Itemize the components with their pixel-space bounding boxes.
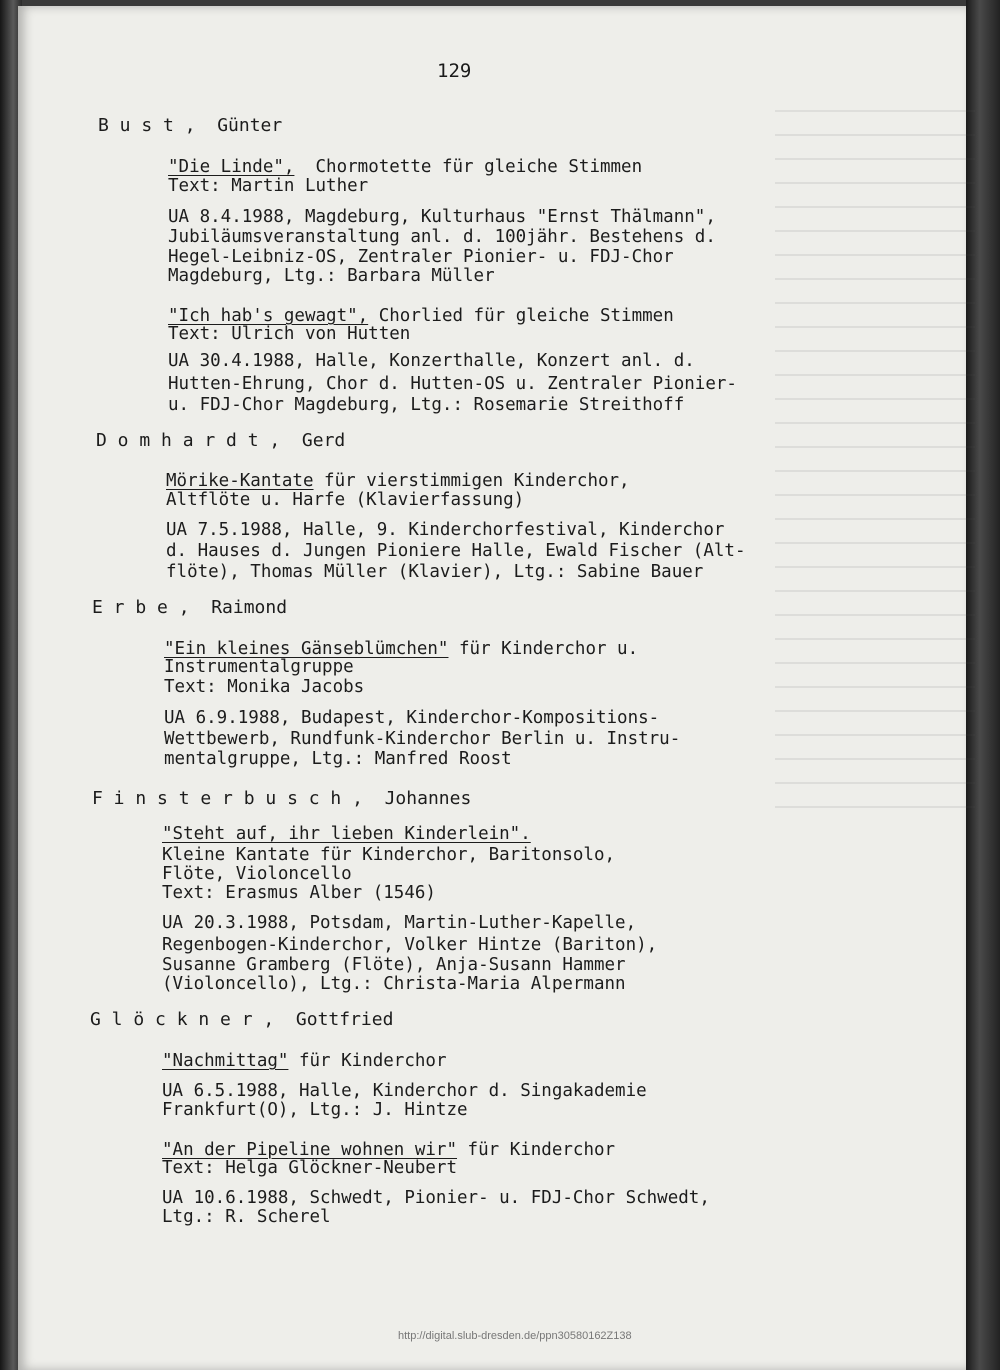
premiere-line: UA 8.4.1988, Magdeburg, Kulturhaus "Ernst Thälmann", — [168, 207, 716, 227]
work-genre: für Kinderchor — [457, 1140, 616, 1160]
premiere-line: Frankfurt(O), Ltg.: J. Hintze — [162, 1100, 468, 1120]
work-genre: Chormotette für gleiche Stimmen — [294, 157, 643, 177]
composer-name: D o m h a r d t , Gerd — [96, 430, 346, 451]
work-title: "An der Pipeline wohnen wir" — [162, 1140, 458, 1160]
work-genre: für vierstimmigen Kinderchor, — [313, 471, 630, 491]
premiere-line: Regenbogen-Kinderchor, Volker Hintze (Bariton), — [162, 935, 658, 955]
work-title: "Die Linde", — [168, 157, 295, 177]
work-detail: Kleine Kantate für Kinderchor, Baritonsolo, — [162, 845, 616, 865]
composer-name: F i n s t e r b u s c h , Johannes — [92, 788, 472, 809]
work-title: Mörike-Kantate — [166, 471, 314, 491]
work-title: "Ein kleines Gänseblümchen" — [164, 639, 449, 659]
premiere-line: u. FDJ-Chor Magdeburg, Ltg.: Rosemarie Streithoff — [168, 395, 685, 415]
work-title: "Nachmittag" — [162, 1051, 289, 1071]
work-genre: für Kinderchor u. — [448, 639, 639, 659]
premiere-line: UA 6.9.1988, Budapest, Kinderchor-Kompositions- — [164, 708, 660, 728]
work-title: "Steht auf, ihr lieben Kinderlein". — [162, 824, 531, 844]
premiere-line: Ltg.: R. Scherel — [162, 1207, 331, 1227]
work-title-line — [162, 1052, 446, 1072]
premiere-line: UA 10.6.1988, Schwedt, Pionier- u. FDJ-Chor Schwedt, — [162, 1188, 710, 1208]
work-detail: Flöte, Violoncello — [162, 864, 352, 884]
premiere-line: Magdeburg, Ltg.: Barbara Müller — [168, 266, 495, 286]
work-detail: Text: Ulrich von Hutten — [168, 324, 411, 344]
premiere-line: Hegel-Leibniz-OS, Zentraler Pionier- u. FDJ-Chor — [168, 247, 674, 267]
page-edge — [966, 0, 1000, 1370]
work-title: "Ich hab's gewagt", — [168, 306, 369, 326]
page-number: 129 — [437, 60, 472, 82]
work-detail: Text: Erasmus Alber (1546) — [162, 883, 436, 903]
composer-name: E r b e , Raimond — [92, 597, 288, 618]
premiere-line: UA 30.4.1988, Halle, Konzerthalle, Konzert anl. d. — [168, 351, 695, 371]
premiere-line: mentalgruppe, Ltg.: Manfred Roost — [164, 749, 512, 769]
premiere-line: Hutten-Ehrung, Chor d. Hutten-OS u. Zentraler Pionier- — [168, 374, 737, 394]
premiere-line: UA 7.5.1988, Halle, 9. Kinderchorfestival, Kinderchor — [166, 520, 725, 540]
work-detail: Instrumentalgruppe — [164, 657, 354, 677]
composer-name: B u s t , Günter — [98, 115, 283, 136]
work-detail: Text: Helga Glöckner-Neubert — [162, 1158, 458, 1178]
premiere-line: UA 20.3.1988, Potsdam, Martin-Luther-Kapelle, — [162, 913, 637, 933]
premiere-line: flöte), Thomas Müller (Klavier), Ltg.: Sabine Bauer — [166, 562, 704, 582]
work-detail: Text: Martin Luther — [168, 176, 369, 196]
work-title-line — [162, 825, 531, 845]
premiere-line: UA 6.5.1988, Halle, Kinderchor d. Singakademie — [162, 1081, 647, 1101]
work-title-line — [168, 158, 642, 178]
premiere-line: Susanne Gramberg (Flöte), Anja-Susann Hammer — [162, 955, 626, 975]
composer-name: G l ö c k n e r , Gottfried — [90, 1009, 394, 1030]
premiere-line: d. Hauses d. Jungen Pioniere Halle, Ewald Fischer (Alt- — [166, 541, 746, 561]
work-detail: Altflöte u. Harfe (Klavierfassung) — [166, 490, 525, 510]
work-title-line — [166, 472, 630, 492]
work-detail: Text: Monika Jacobs — [164, 677, 365, 697]
source-url: http://digital.slub-dresden.de/ppn30580162Z138 — [398, 1330, 632, 1342]
premiere-line: (Violoncello), Ltg.: Christa-Maria Alpermann — [162, 974, 626, 994]
work-genre: Chorlied für gleiche Stimmen — [368, 306, 674, 326]
premiere-line: Jubiläumsveranstaltung anl. d. 100jähr. Bestehens d. — [168, 227, 716, 247]
work-genre: für Kinderchor — [288, 1051, 447, 1071]
premiere-line: Wettbewerb, Rundfunk-Kinderchor Berlin u. Instru- — [164, 729, 681, 749]
